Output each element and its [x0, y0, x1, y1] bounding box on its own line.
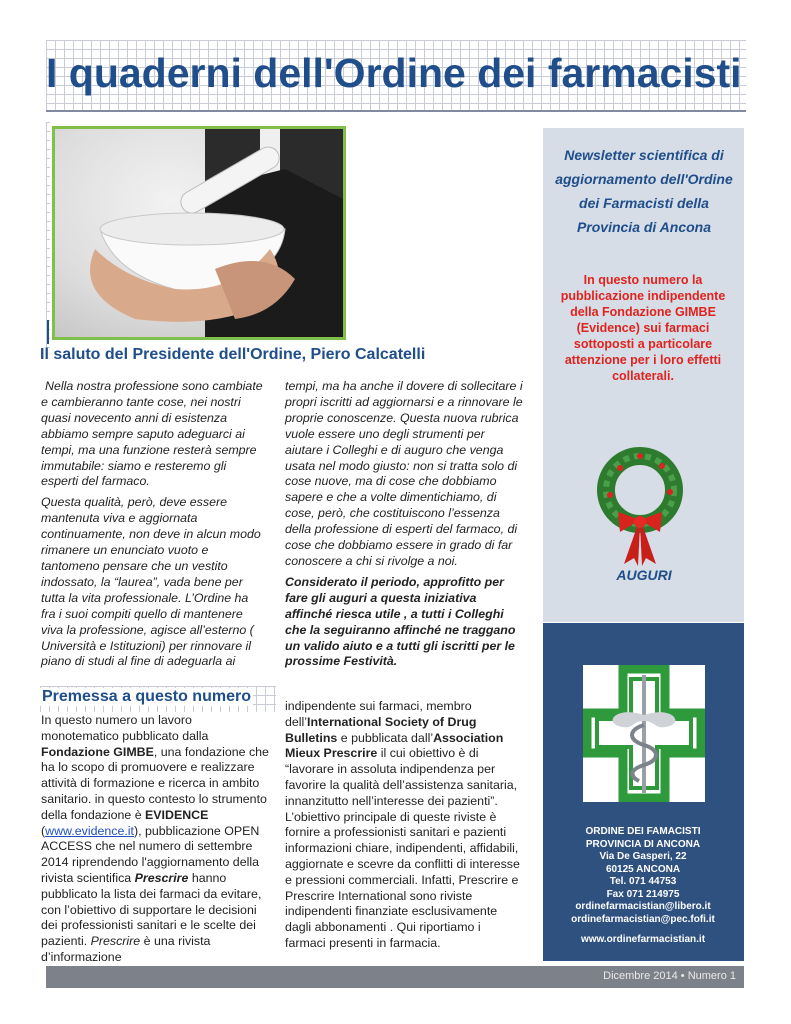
text-run: hanno pubblicato la lista dei farmaci da evitare, con l’obiettivo di supportare le decisioni dei professionisti sanitari e le scelte dei pazienti. [41, 870, 262, 949]
greeting-paragraph-2: Questa qualità, però, deve essere mantenuta viva e aggiornata continuamente, non deve in alcun modo rimanere un enunciato vuoto e tantomeno pensare che un vestito indossato, la “laurea”, vada bene per tutta la vita professionale. L’Ordine ha fra i suoi compiti quello di mantenere viva la professione, agisce all’esterno ( Università e Istituzioni) per rinnovare il piano di studi al fine di adeguarla ai [41, 495, 261, 669]
president-greeting-heading: Il saluto del Presidente dell'Ordine, Piero Calcatelli [40, 346, 426, 363]
premessa-column-1 [41, 713, 269, 966]
gimbe-name: Fondazione GIMBE [41, 744, 154, 759]
issue-info: Dicembre 2014 • Numero 1 [603, 970, 736, 982]
auguri-label: AUGURI [616, 567, 672, 583]
newsletter-title: Newsletter scientifica di aggiornamento dell'Ordine dei Farmacisti della Provincia di Ancona [555, 147, 733, 235]
text-run: In questo numero un lavoro monotematico pubblicato dalla [41, 713, 209, 743]
premessa-column-2 [285, 699, 521, 952]
greeting-column-1 [41, 379, 263, 675]
contact-website[interactable]: www.ordinefarmacistian.it [580, 934, 706, 945]
footer-bar [46, 966, 744, 988]
contact-block [553, 826, 733, 947]
contact-province: PROVINCIA DI ANCONA [585, 838, 701, 850]
isdb-name: International Society of Drug Bulletins [285, 714, 477, 745]
greeting-paragraph-1: Nella nostra professione sono cambiate e cambieranno tante cose, nei nostri quasi novecento anni di esistenza abbiamo sempre saputo adeguarci ai tempi, ma una funzione resterà sempre immutabile: siamo e resteremo gli esperti del farmaco. [41, 379, 263, 489]
text-run: ( [41, 823, 46, 838]
contact-email-1[interactable]: ordinefarmacistian@libero.it [575, 901, 711, 912]
masthead-rule [46, 110, 746, 112]
pharmacy-cross-caduceus-icon [583, 665, 705, 802]
issue-highlight: In questo numero la pubblicazione indipendente della Fondazione GIMBE (Evidence) sui farmaci sottoposti a particolare attenzione per i loro effetti collaterali. [560, 273, 726, 383]
contact-email-2[interactable]: ordinefarmacistian@pec.fofi.it [571, 913, 715, 925]
accent-mark [47, 320, 49, 344]
evidence-link[interactable]: www.evidence.it [45, 823, 134, 838]
greeting-paragraph-4: Considerato il periodo, approfitto per fare gli auguri a questa iniziativa affinché riesca utile , a tutti i Colleghi che la seguiranno affinché ne traggano un valido aiuto e a tutti gli iscritti per le prossime Festività. [285, 574, 516, 669]
text-run: indipendente sui farmaci, membro dell’ [285, 699, 472, 729]
premessa-heading: Premessa a questo numero [42, 688, 251, 705]
contact-address: Via De Gasperi, 22 [599, 851, 687, 862]
grid-strip [46, 122, 50, 352]
text-run: ), pubblicazione OPEN ACCESS che nel numero di settembre 2014 riprendendo l'aggiornamento della rivista scientifica [41, 823, 260, 885]
mortar-pestle-photo [52, 126, 346, 340]
prescrire-name: Prescrire [134, 870, 189, 885]
page-title: I quaderni dell'Ordine dei farmacisti [46, 50, 742, 96]
text-run: il cui obiettivo è di “lavorare in assoluta indipendenza per favorire la qualità dell’assistenza sanitaria, innanzitutto nell’interesse dei pazienti”. L’obiettivo principale di queste riviste è fornire a professionisti sanitari e pazienti informazioni chiare, indipendenti, affidabili, aggiornate e scevre da conflitti di interesse e pressioni commerciali. Infatti, Prescrire e Prescrire International sono riviste indipendenti finanziate esclusivamente dagli abbonamenti . Qui riportiamo i farmaci presenti in farmacia. [285, 746, 520, 950]
mieux-prescrire-name: Association Mieux Prescrire [285, 730, 504, 761]
text-run: e pubblicata dall’ [337, 730, 434, 745]
contact-fax: Fax 071 214975 [606, 888, 680, 900]
evidence-name: EVIDENCE [145, 807, 209, 822]
contact-phone: Tel. 071 44753 [609, 876, 677, 887]
text-run: , una fondazione che ha lo scopo di promuovere e realizzare attività di formazione e ricerca in ambito sanitario. in questo contesto lo strumento della fondazione è [41, 744, 269, 822]
contact-city: 60125 ANCONA [605, 863, 681, 875]
christmas-wreath-icon [590, 440, 690, 570]
text-run: è una rivista d’informazione [41, 934, 211, 964]
prescrire-name-2: Prescrire [90, 934, 141, 949]
greeting-paragraph-3: tempi, ma ha anche il dovere di sollecitare i propri iscritti ad aggiornarsi e a rinnovare le proprie conoscenze. Questa nuova rubrica vuole essere uno degli strumenti per aiutare i Colleghi e di auguro che venga usata nel modo giusto: non si tratta solo di cose nuove, ma di cose che dobbiamo sapere e che a volte dimentichiamo, di cose, però, che costituiscono l’essenza della professione di esperti del farmaco, di cose che dobbiamo essere in grado di far conoscere a chi si rivolge a noi. [285, 379, 523, 568]
pharmacy-cross-caduceus-logo [583, 665, 705, 802]
mortar-pestle-illustration [55, 129, 343, 337]
masthead-grid [46, 40, 746, 110]
greeting-column-2 [285, 379, 523, 675]
contact-org: ORDINE DEI FAMACISTI [585, 826, 701, 837]
